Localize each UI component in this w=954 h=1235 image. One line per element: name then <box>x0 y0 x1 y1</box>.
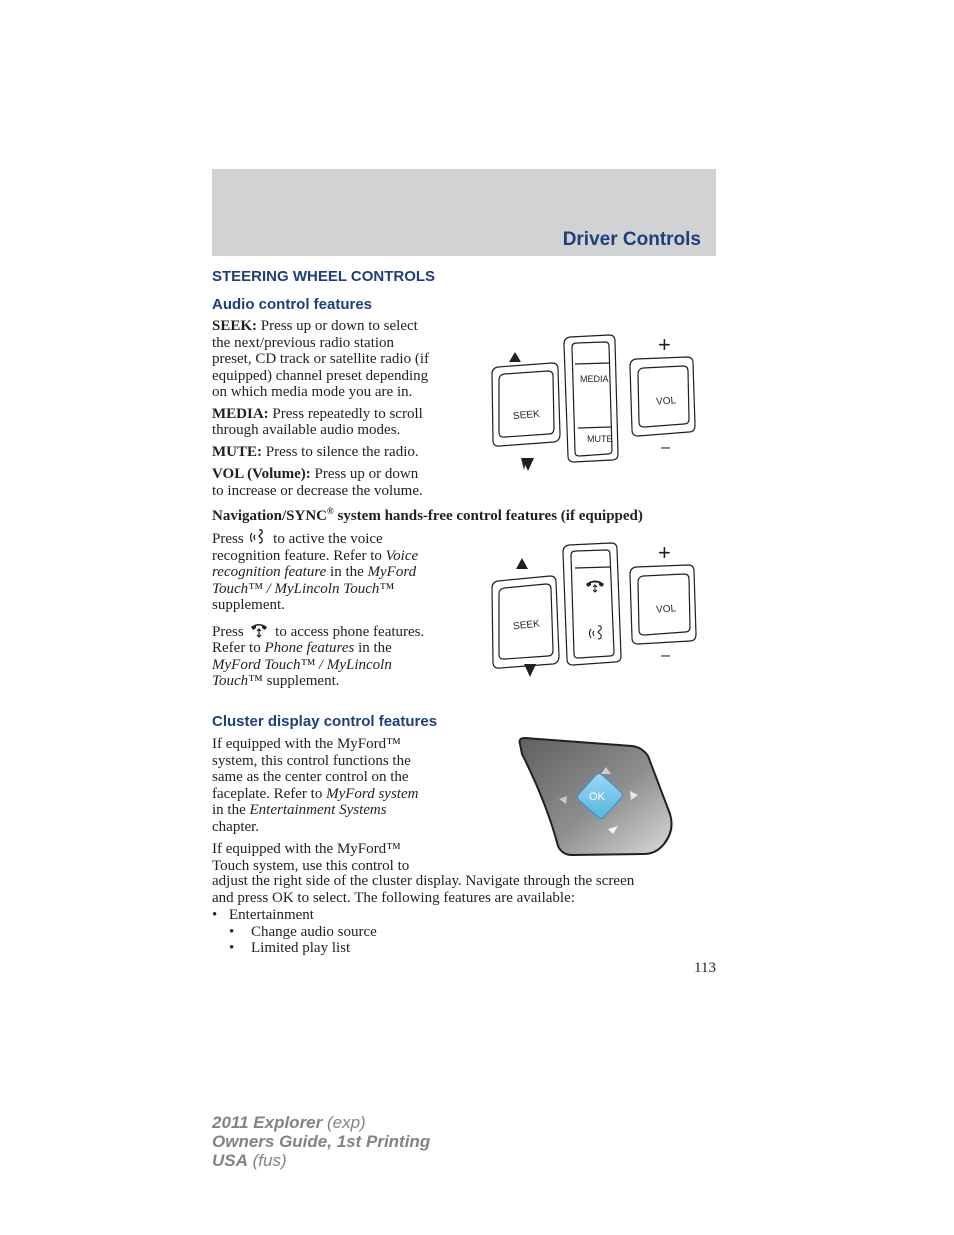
text-fragment: to active the voice <box>273 531 383 547</box>
text-line: same as the center control on the <box>212 769 409 785</box>
list-item-text: Limited play list <box>251 940 351 956</box>
cluster-heading: Cluster display control features <box>212 713 438 730</box>
text-fragment: to access phone features. <box>275 623 425 640</box>
ok-label: OK <box>589 791 605 803</box>
seek-label-diagram: SEEK <box>512 408 541 423</box>
text-fragment: Press <box>212 531 244 547</box>
voice-command-icon <box>247 528 269 546</box>
mute-label-diagram: MUTE <box>587 434 613 444</box>
text-fragment: faceplate. Refer to <box>212 785 327 802</box>
text-line: supplement. <box>212 597 285 613</box>
text-fragment: MyFord system <box>326 785 419 802</box>
text-line: preset, CD track or satellite radio (if <box>212 351 430 367</box>
seek-button-diagram <box>492 363 560 446</box>
text-line: the next/previous radio station <box>212 334 395 351</box>
plus-icon: + <box>658 540 671 565</box>
section-title: STEERING WHEEL CONTROLS <box>212 268 436 285</box>
text-line: MyFord Touch™ / MyLincoln <box>212 656 392 673</box>
phone-paragraph <box>212 621 482 690</box>
list-item: • Limited play list <box>229 940 351 956</box>
text-line: equipped) channel preset depending <box>212 367 429 384</box>
list-item-text: Change audio source <box>251 923 377 940</box>
audio-text <box>212 318 482 499</box>
text-fragment: Voice <box>385 547 419 564</box>
text-fragment: MyFord <box>367 564 417 580</box>
list-item: • Entertainment <box>212 907 314 923</box>
nav-text <box>212 528 482 690</box>
vol-paragraph <box>212 466 482 499</box>
list-item-text: Entertainment <box>229 907 314 923</box>
plus-icon: + <box>658 332 671 357</box>
myford-touch-paragraph-start <box>212 841 492 874</box>
text-line: Press repeatedly to scroll <box>268 405 423 422</box>
text-fragment: recognition feature. Refer to <box>212 547 386 564</box>
media-paragraph <box>212 406 482 439</box>
text-fragment: Refer to <box>212 640 265 656</box>
text-line: to increase or decrease the volume. <box>212 482 423 499</box>
seek-button-diagram <box>492 576 559 668</box>
voice-command-icon <box>590 626 602 639</box>
text-fragment: in the <box>212 802 250 818</box>
text-fragment: Entertainment Systems <box>249 802 387 818</box>
myford-paragraph <box>212 736 492 835</box>
footer-printing: Owners Guide, 1st Printing <box>212 1132 431 1151</box>
media-mute-button-diagram <box>564 335 618 462</box>
list-item: • Change audio source <box>229 923 377 940</box>
arrow-up-icon <box>516 558 528 569</box>
seek-label: SEEK: <box>212 318 258 334</box>
page-number: 113 <box>694 960 716 976</box>
nav-heading <box>212 503 643 525</box>
cluster-control-illustration <box>512 734 680 860</box>
arrow-down-icon <box>524 664 536 677</box>
footer-model: 2011 Explorer <box>212 1113 323 1132</box>
vol-label-diagram: VOL <box>655 395 677 408</box>
media-label: MEDIA: <box>212 405 269 422</box>
text-line: Press up or down <box>310 466 419 482</box>
text-line: Touch™ / MyLincoln Touch™ <box>212 580 395 597</box>
footer <box>212 1113 430 1170</box>
audio-controls-illustration <box>482 330 702 475</box>
minus-icon: – <box>661 439 670 456</box>
mute-paragraph <box>212 444 482 461</box>
sync-controls-illustration <box>482 538 702 683</box>
text-line: and press OK to select. The following features are available: <box>212 889 575 906</box>
phone-icon <box>247 621 271 639</box>
cluster-text <box>212 736 492 874</box>
header-band <box>212 169 716 256</box>
text-fragment: Press <box>212 623 244 640</box>
minus-icon: – <box>661 647 670 664</box>
phone-icon <box>586 581 604 593</box>
text-line: Press up or down to select <box>257 318 418 334</box>
footer-market: USA <box>212 1151 248 1170</box>
text-line: Touch system, use this control to <box>212 857 410 874</box>
media-label-diagram: MEDIA <box>580 374 609 384</box>
text-line: If equipped with the MyFord™ <box>212 841 401 857</box>
text-line: chapter. <box>212 818 260 835</box>
text-fragment: Touch <box>212 673 249 689</box>
nav-heading-part: system hands-free control features (if equipped) <box>333 508 643 524</box>
seek-label-diagram: SEEK <box>512 618 541 633</box>
nav-heading-part: Navigation/SYNC <box>212 508 328 524</box>
text-line: on which media mode you are in. <box>212 384 413 400</box>
voice-paragraph <box>212 528 482 614</box>
feature-list <box>212 907 612 957</box>
text-fragment: recognition feature <box>212 564 327 580</box>
text-line: Press to silence the radio. <box>262 443 419 460</box>
vol-button-diagram <box>630 357 695 436</box>
mute-label: MUTE: <box>212 443 262 460</box>
footer-model-code: (exp) <box>322 1113 366 1132</box>
text-fragment: Phone features <box>264 640 355 656</box>
arrow-up-icon <box>509 352 521 362</box>
myford-touch-paragraph-end <box>212 873 716 906</box>
vol-label: VOL (Volume): <box>212 466 311 482</box>
footer-market-code: (fus) <box>247 1151 287 1170</box>
text-line: system, this control functions the <box>212 752 411 769</box>
text-fragment: in the <box>354 640 392 656</box>
text-fragment: in the <box>326 564 368 580</box>
text-fragment: ™ supplement. <box>248 673 340 689</box>
text-line: adjust the right side of the cluster display. Navigate through the screen <box>212 873 635 889</box>
registered-mark: ® <box>327 506 334 516</box>
text-line: through available audio modes. <box>212 422 401 438</box>
seek-paragraph <box>212 318 482 401</box>
text-line: If equipped with the MyFord™ <box>212 736 401 752</box>
chapter-title: Driver Controls <box>562 229 701 250</box>
vol-label-diagram: VOL <box>655 603 677 616</box>
vol-button-diagram <box>630 565 696 644</box>
phone-voice-button-diagram <box>563 543 621 665</box>
audio-heading: Audio control features <box>212 296 373 313</box>
